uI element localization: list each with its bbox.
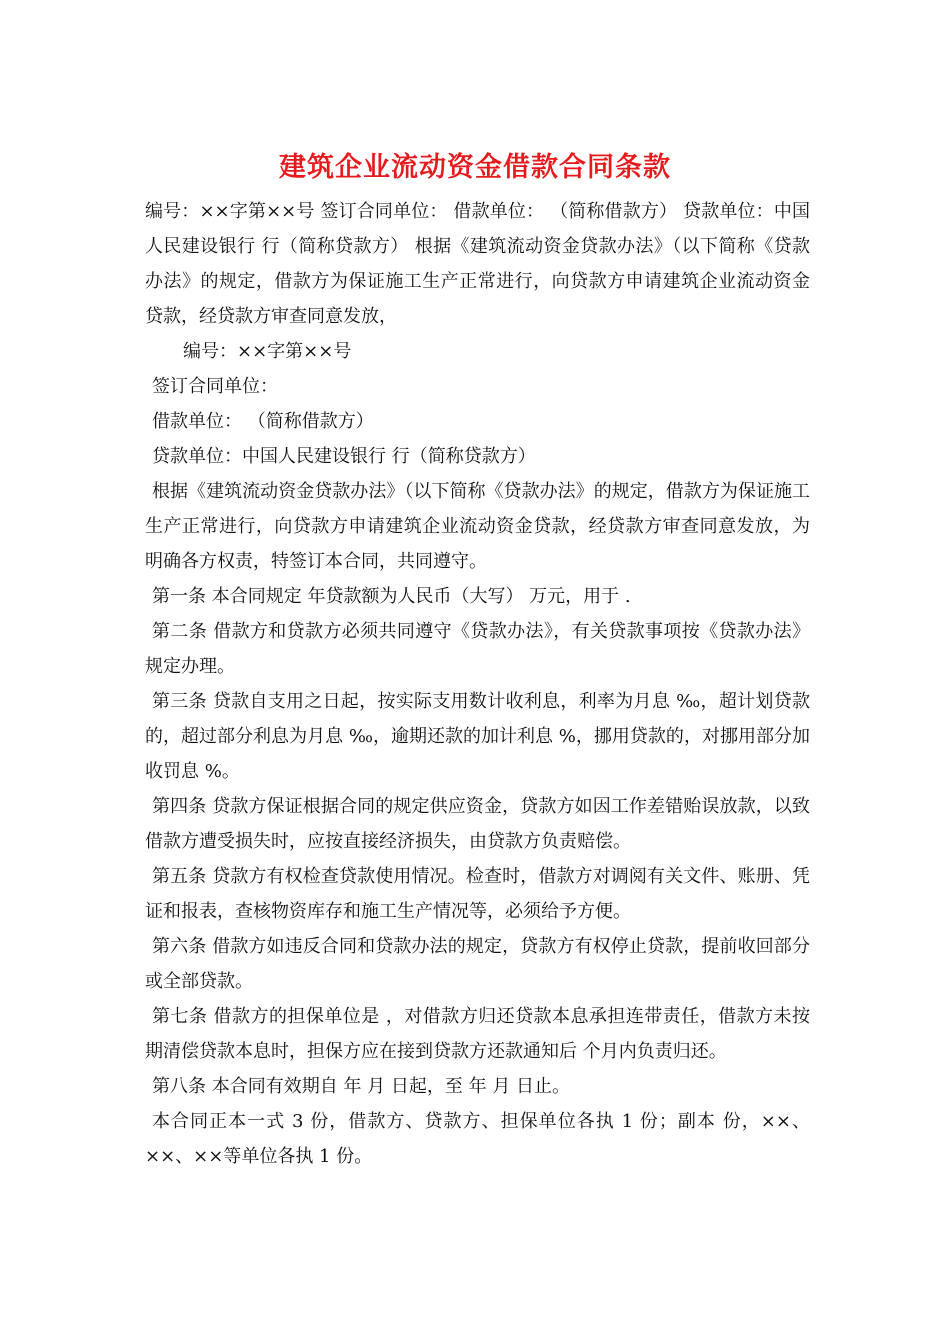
article-2: 第二条 借款方和贷款方必须共同遵守《贷款办法》，有关贷款事项按《贷款办法》规定办理。 bbox=[145, 621, 810, 677]
document-body bbox=[145, 194, 810, 1174]
article-3: 第三条 贷款自支用之日起，按实际支用数计收利息，利率为月息 ‰，超计划贷款的，超过部分利息为月息 ‰，逾期还款的加计利息 %，挪用贷款的，对挪用部分加收罚息 %。 bbox=[145, 691, 810, 782]
article-6: 第六条 借款方如违反合同和贷款办法的规定，贷款方有权停止贷款，提前收回部分或全部贷款。 bbox=[145, 936, 810, 992]
document-title: 建筑企业流动资金借款合同条款 bbox=[279, 152, 671, 183]
article-5: 第五条 贷款方有权检查贷款使用情况。检查时，借款方对调阅有关文件、账册、凭证和报表，查核物资库存和施工生产情况等，必须给予方便。 bbox=[145, 866, 810, 922]
article-8: 第八条 本合同有效期自 年 月 日起，至 年 月 日止。 bbox=[152, 1076, 571, 1097]
preamble-paragraph: 根据《建筑流动资金贷款办法》（以下简称《贷款办法》的规定，借款方为保证施工生产正常进行，向贷款方申请建筑企业流动资金贷款，经贷款方审查同意发放，为明确各方权责，特签订本合同，共同遵守。 bbox=[145, 481, 810, 572]
borrower-line: 借款单位： （简称借款方） bbox=[152, 411, 374, 432]
lender-line: 贷款单位：中国人民建设银行 行（简称贷款方） bbox=[152, 446, 536, 467]
signing-parties-label: 签订合同单位： bbox=[152, 376, 278, 397]
intro-paragraph: 编号：××字第××号 签订合同单位： 借款单位： （简称借款方） 贷款单位：中国人民建设银行 行（简称贷款方） 根据《建筑流动资金贷款办法》（以下简称《贷款办法》的规定，借款方为保证施工生产正常进行，向贷款方申请建筑企业流动资金贷款，经贷款方审查同意发放， bbox=[145, 201, 810, 327]
copies-clause: 本合同正本一式 3 份，借款方、贷款方、担保单位各执 1 份；副本 份，××、××、××等单位各执 1 份。 bbox=[145, 1111, 810, 1167]
article-7: 第七条 借款方的担保单位是 ，对借款方归还贷款本息承担连带责任，借款方未按期清偿贷款本息时，担保方应在接到贷款方还款通知后 个月内负责归还。 bbox=[145, 1006, 810, 1062]
article-1: 第一条 本合同规定 年贷款额为人民币（大写） 万元，用于 . bbox=[152, 586, 631, 607]
contract-number: 编号：××字第××号 bbox=[183, 341, 352, 362]
article-4: 第四条 贷款方保证根据合同的规定供应资金，贷款方如因工作差错贻误放款，以致借款方遭受损失时，应按直接经济损失，由贷款方负责赔偿。 bbox=[145, 796, 810, 852]
